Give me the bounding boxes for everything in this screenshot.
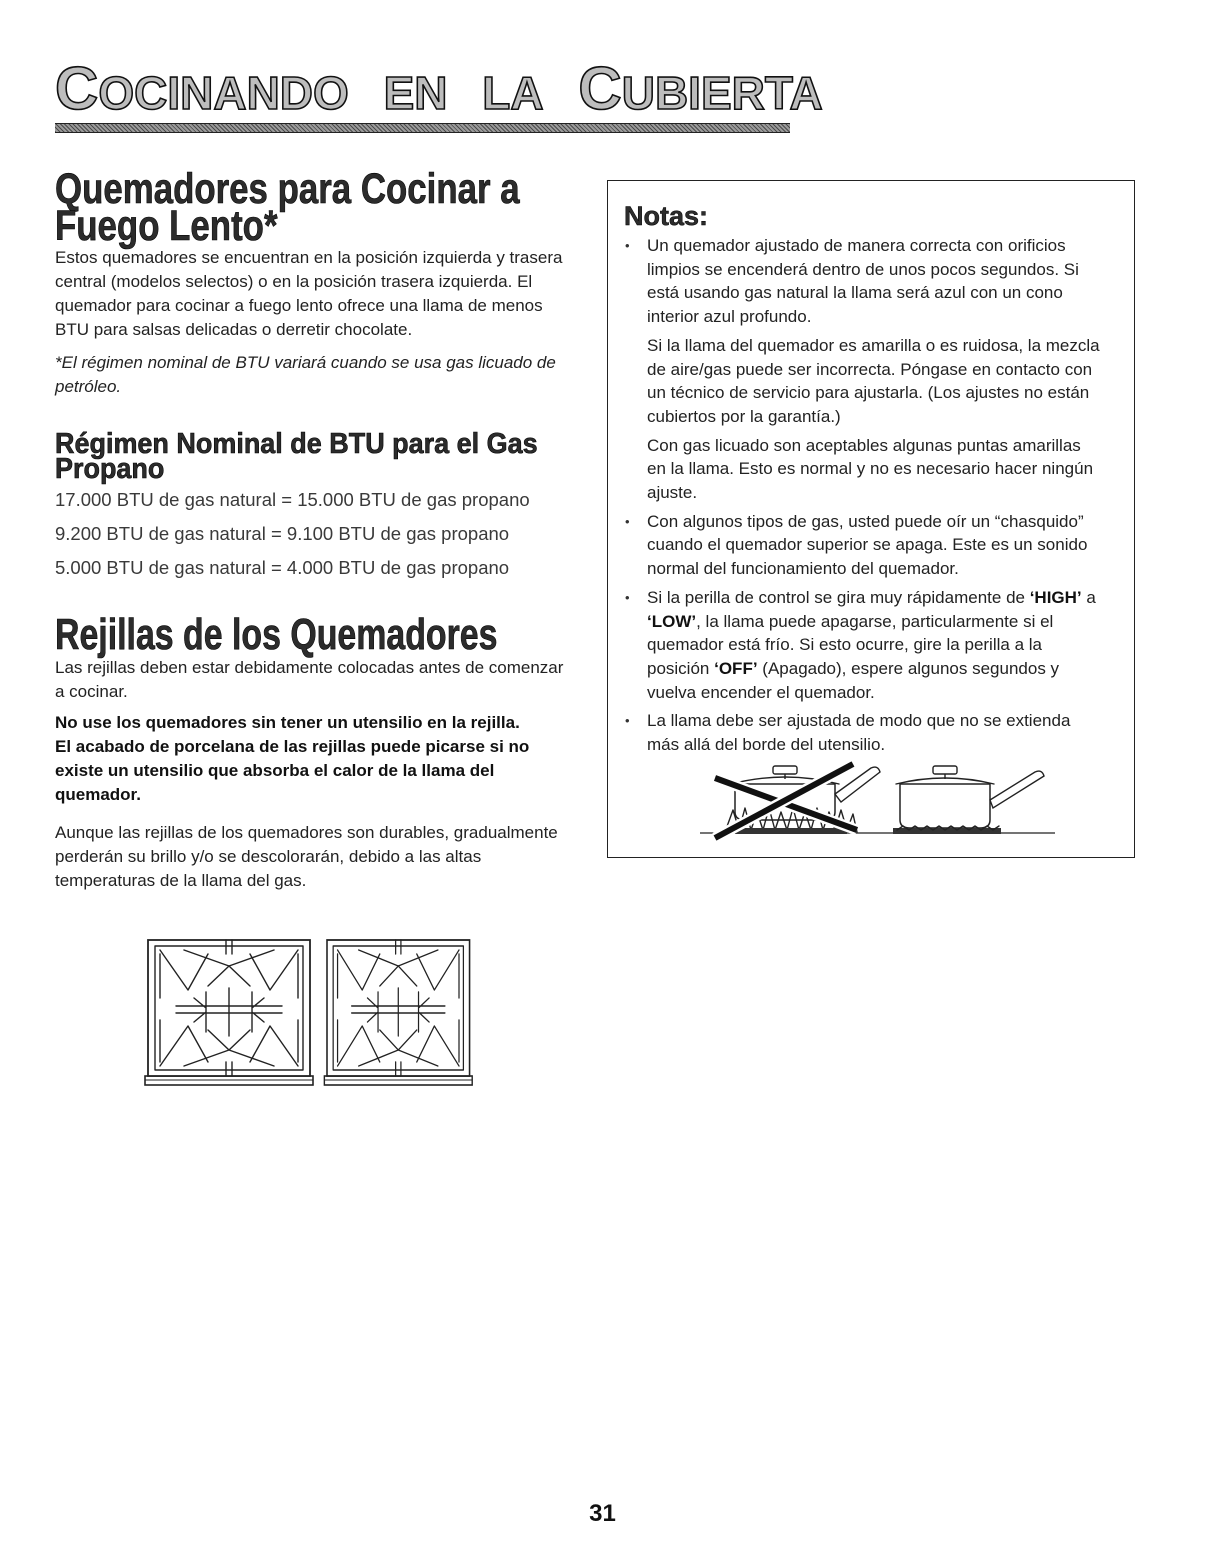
grate-left xyxy=(145,940,313,1085)
note-item: • Con algunos tipos de gas, usted puede oír un “chasquido” cuando el quemador superior se apaga. Este es un sonido normal del funcionamiento del quemador. xyxy=(647,510,1102,581)
propane-btu-heading: Régimen Nominal de BTU para el Gas Propano xyxy=(55,428,538,485)
burner-grates-warning xyxy=(55,711,570,807)
note-item xyxy=(647,586,1102,705)
note-item: • La llama debe ser ajustada de modo que no se extienda más allá del borde del utensilio. xyxy=(647,709,1102,756)
notes-heading: Notas: xyxy=(624,201,709,231)
note-text: a xyxy=(1081,587,1096,607)
page-title-word: COCINANDO xyxy=(55,55,349,122)
burner-grates-warning-lead: No use los quemadores sin tener un utensilio en la rejilla. xyxy=(55,713,520,732)
btu-rating-line: 5.000 BTU de gas natural = 4.000 BTU de gas propano xyxy=(55,557,510,578)
note-text: Si la perilla de control se gira muy rápidamente de xyxy=(647,587,1030,607)
note-subparagraph: Con gas licuado son aceptables algunas puntas amarillas en la llama. Esto es normal y no es necesario hacer ningún ajuste. xyxy=(647,435,1094,503)
knob-setting-off: ‘OFF’ xyxy=(714,658,758,678)
simmer-burner-heading: Quemadores para Cocinar a Fuego Lento* xyxy=(55,165,520,250)
note-text: , la llama puede apagarse, particularmente si el quemador está frío. Si esto ocurre, gire la perilla a la posición xyxy=(647,611,1054,678)
burner-grates-intro: Las rejillas deben estar debidamente colocadas antes de comenzar a cocinar. xyxy=(55,658,564,701)
simmer-burner-description: Estos quemadores se encuentran en la posición izquierda y trasera central (modelos selectos) o en la posición trasera izquierda. El quemador para cocinar a fuego lento ofrece una llama de menos BTU para salsas delicadas o derretir chocolate. xyxy=(55,248,563,339)
simmer-burner-footnote: *El régimen nominal de BTU variará cuando se usa gas licuado de petróleo. xyxy=(55,353,556,396)
note-subparagraph: Si la llama del quemador es amarilla o es ruidosa, la mezcla de aire/gas puede ser incorrecta. Póngase en contacto con un técnico de servicio para ajustarla. (Los ajustes no están cubiertos por la garantía.) xyxy=(647,335,1100,426)
burner-grates-warning-text: El acabado de porcelana de las rejillas puede picarse si no existe un utensilio que absorba el calor de la llama del quemador. xyxy=(55,737,530,804)
page-number: 31 xyxy=(589,1500,616,1527)
burner-grates-care-note: Aunque las rejillas de los quemadores son durables, gradualmente perderán su brillo y/o se descolorarán, debido a las altas temperaturas de la llama del gas. xyxy=(55,823,558,890)
pot-correct-flame xyxy=(893,766,1044,834)
burner-grates-illustration xyxy=(140,930,480,1095)
page-title-word: CUBIERTA xyxy=(578,55,823,122)
btu-rating-line: 17.000 BTU de gas natural = 15.000 BTU de gas propano xyxy=(55,489,530,510)
note-item: • Un quemador ajustado de manera correcta con orificios limpios se encenderá dentro de unos pocos segundos. Si está usando gas natural la llama será azul con un cono interior azul profundo. xyxy=(647,234,1102,329)
grate-right xyxy=(324,940,472,1085)
flame-size-illustration xyxy=(695,750,1065,850)
page-title-word: LA xyxy=(482,67,544,119)
burner-grates-heading: Rejillas de los Quemadores xyxy=(55,610,498,659)
title-underline-rule xyxy=(55,123,790,133)
page-title xyxy=(55,57,823,125)
page-title-word: EN xyxy=(383,67,448,119)
note-text: (Apagado), espere algunos segundos y vuelva encender el quemador. xyxy=(647,658,1060,702)
knob-setting-high: ‘HIGH’ xyxy=(1029,587,1082,607)
notes-list xyxy=(647,234,1102,762)
knob-setting-low: ‘LOW’ xyxy=(647,611,697,631)
btu-rating-line: 9.200 BTU de gas natural = 9.100 BTU de gas propano xyxy=(55,523,510,544)
